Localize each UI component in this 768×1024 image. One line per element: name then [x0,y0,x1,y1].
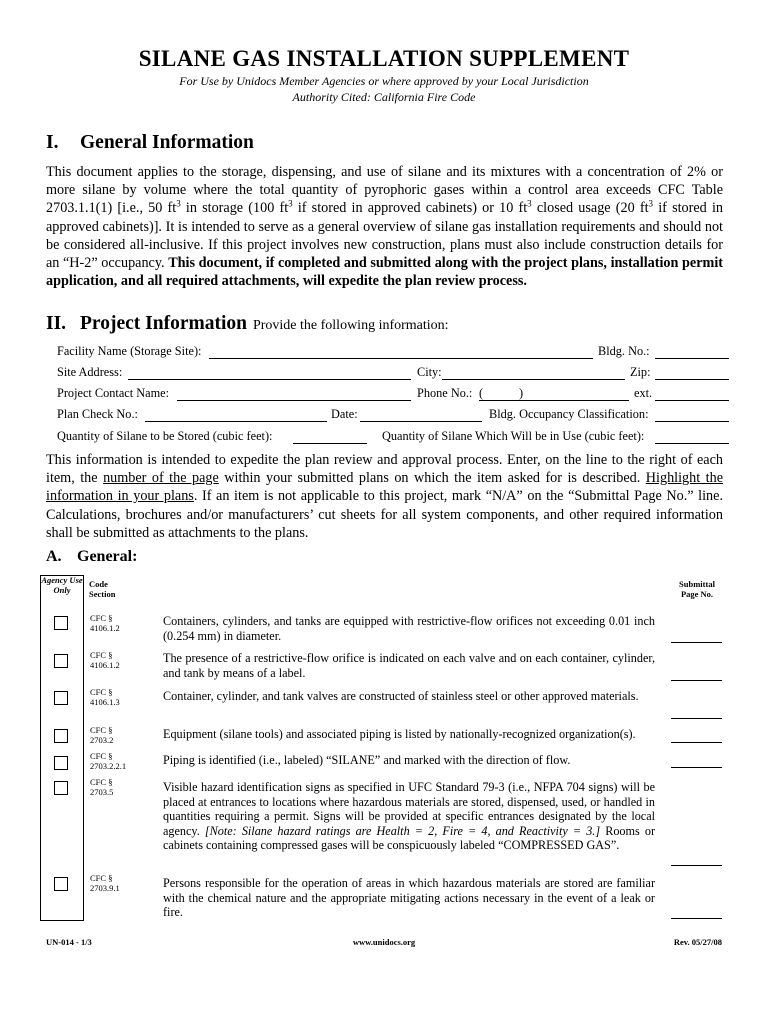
requirement-text: Container, cylinder, and tank valves are constructed of stainless steel or other approved materials. [163,689,639,703]
submittal-page-field[interactable] [671,642,722,643]
occupancy-field[interactable] [655,421,729,422]
revision-date: Rev. 05/27/08 [673,937,722,947]
submittal-page-header: Submittal Page No. [679,579,715,599]
site-address-label: Site Address: [57,365,123,379]
section-2-title: Project Information [80,313,247,334]
code-section: CFC § 2703.2 [90,725,114,745]
agency-checkbox[interactable] [54,654,68,668]
qty-use-field[interactable] [655,443,729,444]
submittal-page-field[interactable] [671,742,722,743]
ext-field[interactable] [655,400,729,401]
date-field[interactable] [360,421,482,422]
section-2-number: II. [46,313,67,334]
code-section: CFC § 4106.1.3 [90,687,120,707]
plan-check-label: Plan Check No.: [57,407,138,421]
agency-checkbox[interactable] [54,877,68,891]
phone-paren-open: ( [479,386,484,400]
bldg-no-label: Bldg. No.: [598,344,650,358]
section-2-heading [46,313,449,335]
requirement-text: Persons responsible for the operation of areas in which hazardous materials are stored are familiar with the chemical nature and the appropriate mitigating actions necessary in the event of a leak or fire. [163,876,655,919]
general-information-paragraph: This document applies to the storage, dispensing, and use of silane and its mixtures with a concentration of 2% or more silane by volume where the total quantity of pyrophoric gases within a control area exceeds CFC Table 2703.1.1(1) [i.e., 50 $ft^3$ in storage (100 $ft^3$ if stored in approved cabinets) or 10 $ft^3$ closed usage (20 $ft^3$ if stored in approved cabinets)]. It is intended to serve as a general overview of silane gas installation requirements and should not be considered all-inclusive. If this project involves new construction, plans must also include construction details for an “H-2” occupancy. This document, if completed and submitted along with the project plans, installation permit application, and all required attachments, will expedite the plan review process. [46,164,723,290]
instructions-paragraph: This information is intended to expedite the plan review and approval process. Enter, on the line to the right of each item, the number of the page within your submitted plans on which the item asked for is described. Highlight the information in your plans. If an item is not applicable to this project, mark “N/A” on the “Submittal Page No.” line. Calculations, brochures and/or manufacturers’ cut sheets for all system components, and other required information shall be submitted as attachments to the plans. [46,452,723,541]
requirement-text: Containers, cylinders, and tanks are equipped with restrictive-flow orifices not exceeding 0.01 inch (0.254 mm) in diameter. [163,614,655,643]
zip-label: Zip: [630,365,651,379]
subtitle-line-2: Authority Cited: California Fire Code [292,90,476,104]
section-a-heading [46,548,137,566]
website-link[interactable]: www.unidocs.org [352,937,416,947]
section-1-title: General Information [80,132,254,153]
bldg-no-field[interactable] [655,358,729,359]
facility-name-field[interactable] [209,358,593,359]
qty-stored-label: Quantity of Silane to be Stored (cubic feet): [57,429,273,443]
date-label: Date: [331,407,358,421]
agency-checkbox[interactable] [54,781,68,795]
submittal-page-field[interactable] [671,767,722,768]
city-field[interactable] [442,379,625,380]
code-section: CFC § 2703.2.2.1 [90,751,127,771]
zip-field[interactable] [655,379,729,380]
agency-checkbox[interactable] [54,756,68,770]
section-a-letter: A. [46,548,62,565]
facility-name-label: Facility Name (Storage Site): [57,344,202,358]
phone-paren-close: ) [519,386,524,400]
qty-use-label: Quantity of Silane Which Will be in Use (cubic feet): [382,429,645,443]
submittal-page-field[interactable] [671,918,722,919]
site-address-field[interactable] [128,379,411,380]
code-section: CFC § 2703.5 [90,777,114,797]
occupancy-label: Bldg. Occupancy Classification: [489,407,649,421]
code-section: CFC § 4106.1.2 [90,650,120,670]
submittal-page-field[interactable] [671,718,722,719]
contact-name-label: Project Contact Name: [57,386,170,400]
agency-use-header: Agency Use Only [41,575,83,595]
plan-check-field[interactable] [145,421,327,422]
document-title: SILANE GAS INSTALLATION SUPPLEMENT [138,46,630,71]
agency-checkbox[interactable] [54,616,68,630]
submittal-page-field[interactable] [671,680,722,681]
contact-name-field[interactable] [177,400,411,401]
section-2-note: Provide the following information: [252,318,449,333]
requirement-text: Visible hazard identification signs as specified in UFC Standard 79-3 (i.e., NFPA 704 signs) will be placed at entrances to locations where hazardous materials are stored, dispensed, used, or handled in quantities requiring a permit. Signs will be provided at specific entrances designated by the local agency. [Note: Silane hazard ratings are Health = 2, Fire = 4, and Reactivity = 3.] Rooms or cabinets containing compressed gases will be conspicuously labeled “COMPRESSED GAS”. [163,780,656,852]
expedite-statement: This document, if completed and submitted along with the project plans, installation permit application, and all required attachments, will expedite the plan review process. [46,255,723,290]
code-section: CFC § 4106.1.2 [90,613,120,633]
phone-label: Phone No.: [417,386,473,400]
ext-label: ext. [634,386,653,400]
qty-stored-field[interactable] [293,443,367,444]
phone-field[interactable] [479,400,629,401]
section-1-number: I. [46,132,59,153]
section-a-title: General: [77,548,138,565]
form-number: UN-014 - 1/3 [46,937,92,947]
requirement-text: Equipment (silane tools) and associated piping is listed by nationally-recognized organization(s). [163,727,636,741]
requirement-text: Piping is identified (i.e., labeled) “SILANE” and marked with the direction of flow. [163,753,571,767]
agency-checkbox[interactable] [54,729,68,743]
requirement-text: The presence of a restrictive-flow orifice is indicated on each valve and on each container, cylinder, and tank by means of a label. [163,651,655,680]
silane-hazard-note: [Note: Silane hazard ratings are Health = 2, Fire = 4, and Reactivity = 3.] [204,823,601,838]
section-1-heading [46,132,254,154]
code-section-header: Code Section [89,579,116,599]
subtitle-line-1: For Use by Unidocs Member Agencies or where approved by your Local Jurisdiction [179,74,589,88]
submittal-page-field[interactable] [671,865,722,866]
code-section: CFC § 2703.9.1 [90,873,120,893]
city-label: City: [417,365,442,379]
agency-checkbox[interactable] [54,691,68,705]
